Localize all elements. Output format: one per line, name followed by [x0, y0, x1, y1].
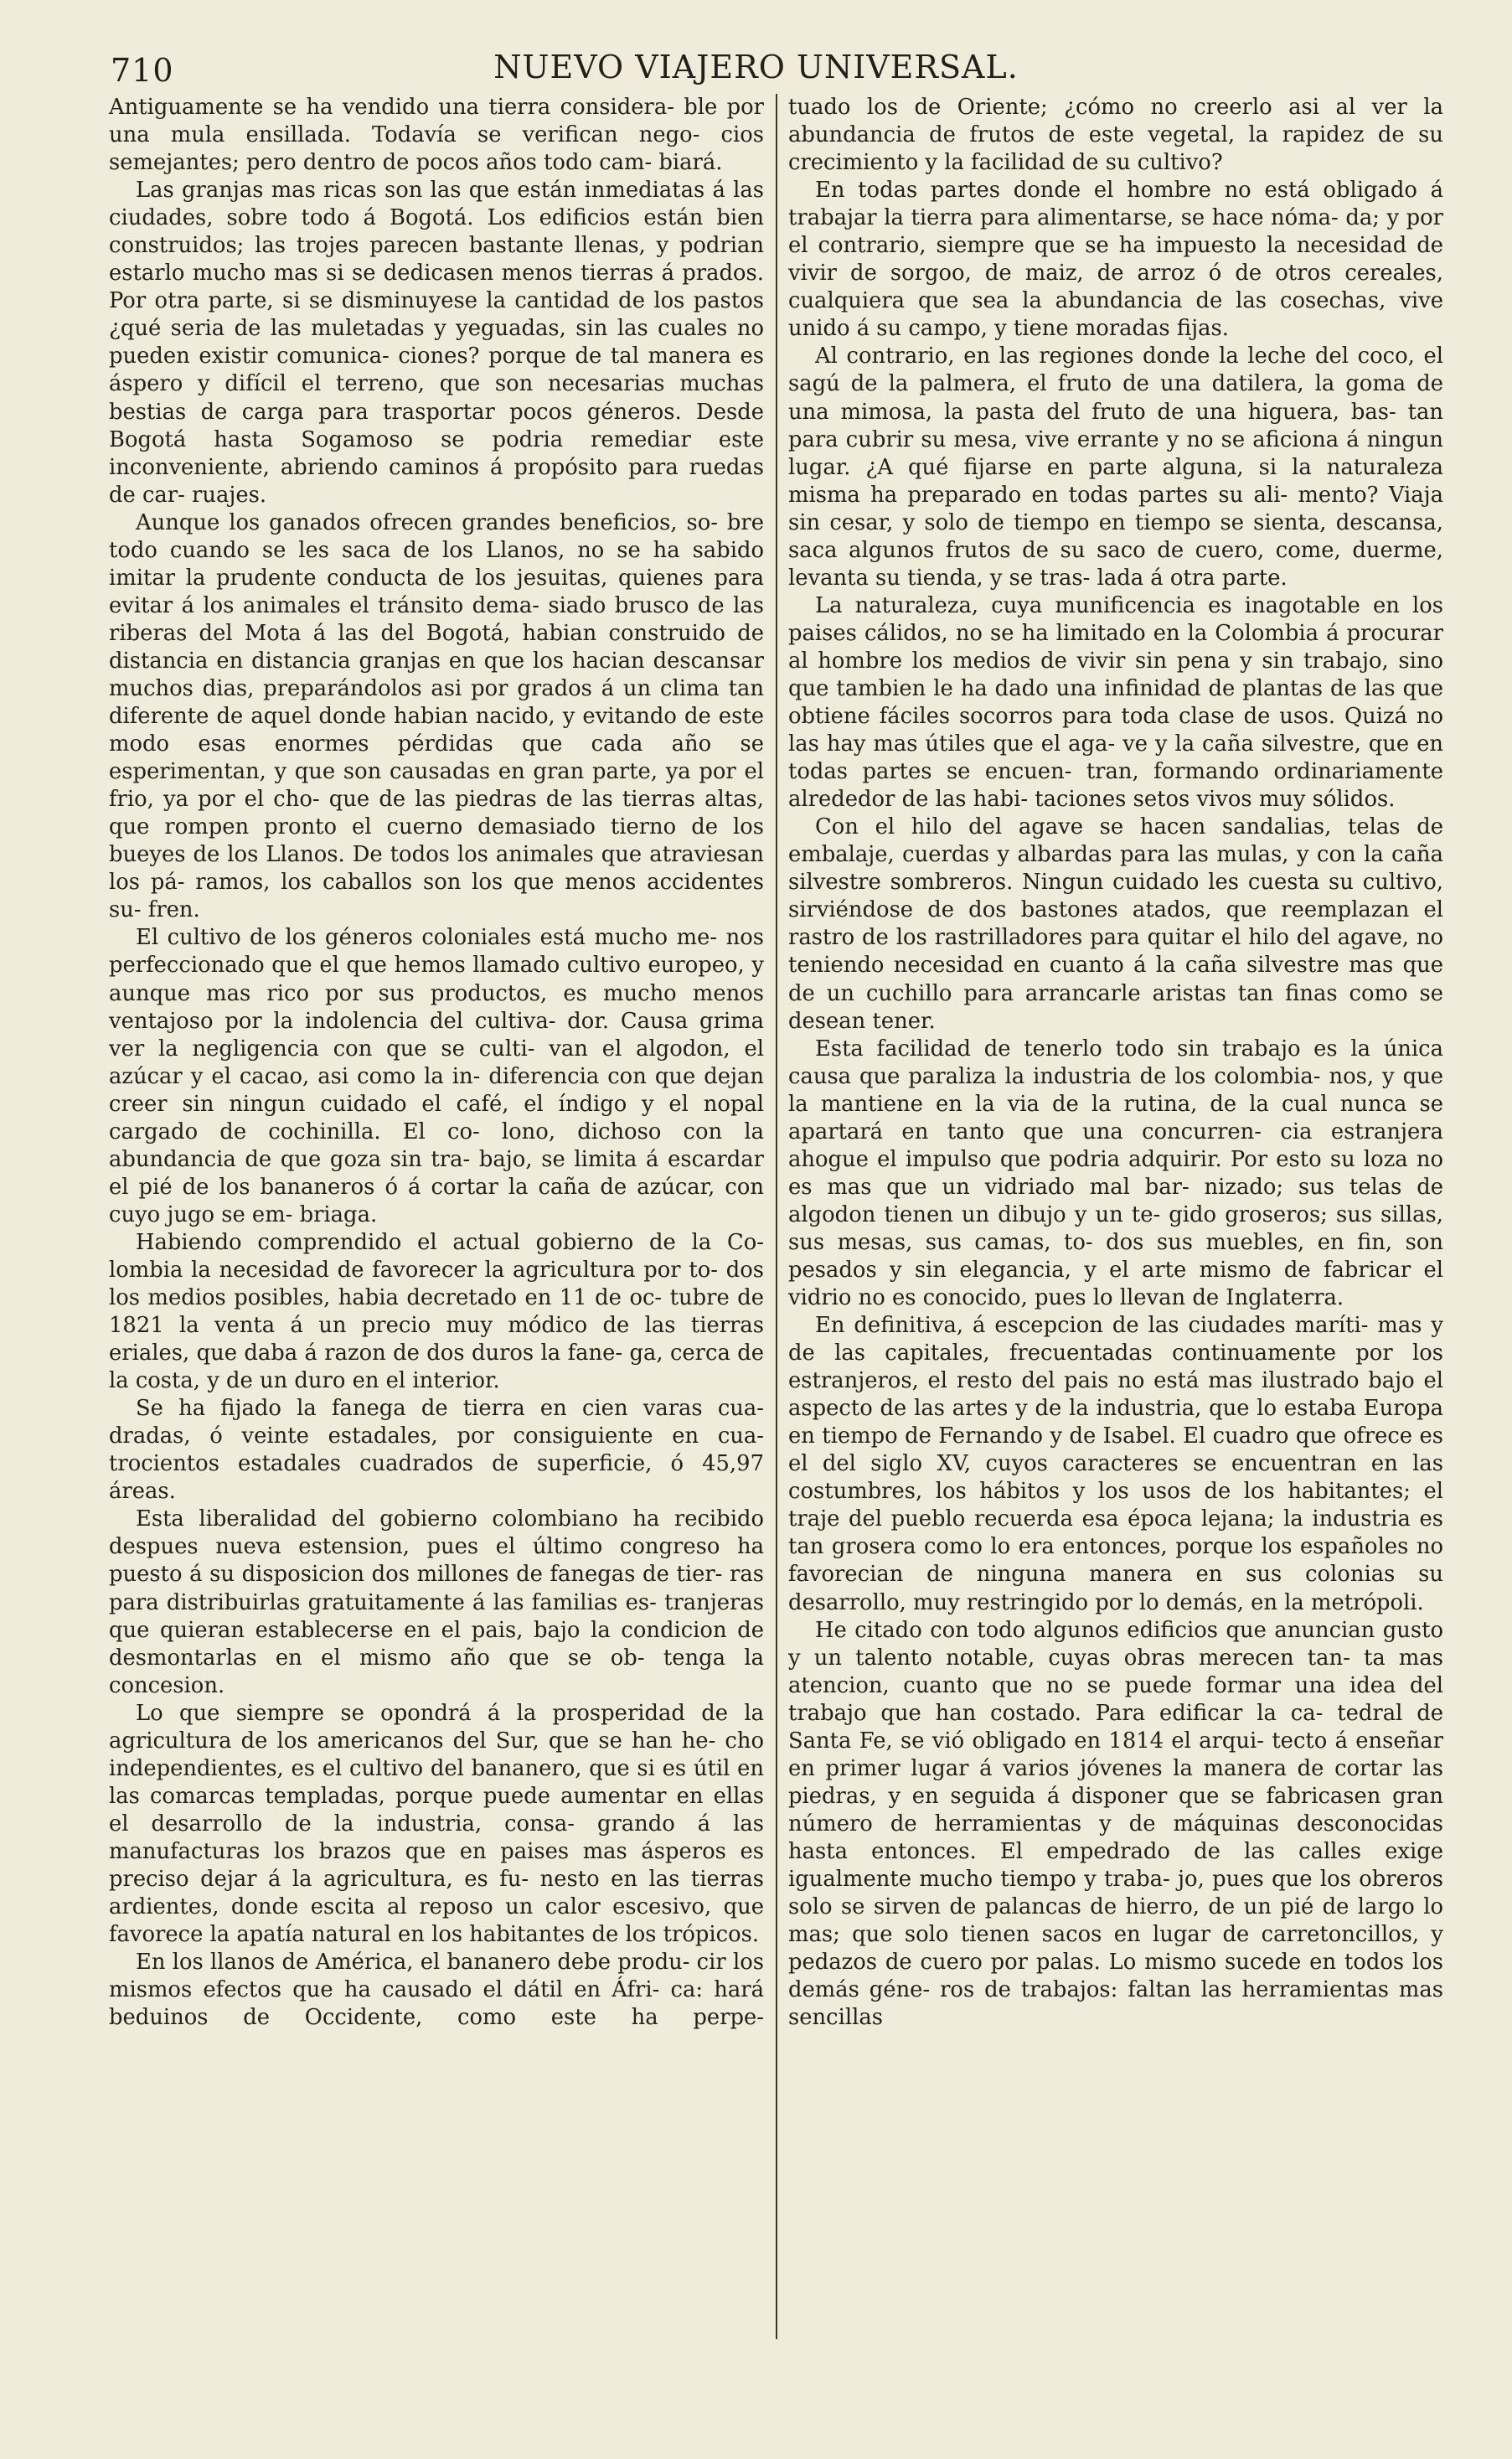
column-divider	[776, 94, 777, 2339]
paragraph: Lo que siempre se opondrá á la prosperidad de la agricultura de los americanos del Sur, que se han he- cho independientes, es el cultivo del bananero, que si es útil en las comarcas templadas, porque puede aumentar en ellas el desarrollo de la industria, consa- grando á las manufacturas los brazos que en paises mas ásperos es preciso dejar á la agricultura, es fu- nesto en las tierras ardientes, donde escita al reposo un calor escesivo, que favorece la apatía natural en los habitantes de los trópicos.	[109, 1700, 764, 1948]
paragraph: Las granjas mas ricas son las que están inmediatas á las ciudades, sobre todo á Bogotá. Los edificios están bien construidos; las trojes parecen bastante llenas, y podrian estarlo mucho mas si se dedicasen menos tierras á prados. Por otra parte, si se disminuyese la cantidad de los pastos ¿qué seria de las muletadas y yeguadas, sin las cuales no pueden existir comunica- ciones? porque de tal manera es áspero y difícil el terreno, que son necesarias muchas bestias de carga para trasportar pocos géneros. Desde Bogotá hasta Sogamoso se podria remediar este inconveniente, abriendo caminos á propósito para ruedas de car- ruajes.	[109, 178, 764, 508]
paragraph: Con el hilo del agave se hacen sandalias, telas de embalaje, cuerdas y albardas para las mulas, y con la caña silvestre sombreros. Ningun cuidado les cuesta su cultivo, sirviéndose de dos bastones atados, que reemplazan el rastro de los rastrilladores para quitar el hilo del agave, no teniendo necesidad en cuanto á la caña silvestre mas que de un cuchillo para arrancarle aristas tan finas como se desean tener.	[788, 814, 1443, 1034]
paragraph: Antiguamente se ha vendido una tierra considera- ble por una mula ensillada. Todavía se verifican nego- cios semejantes; pero dentro de pocos años todo cam- biará.	[109, 95, 764, 176]
paragraph: Aunque los ganados ofrecen grandes beneficios, so- bre todo cuando se les saca de los Llanos, no se ha sabido imitar la prudente conducta de los jesuitas, quienes para evitar á los animales el tránsito dema- siado brusco de las riberas del Mota á las del Bogotá, habian construido de distancia en distancia granjas en que los hacian descansar muchos dias, preparándolos asi por grados á un clima tan diferente de aquel donde habian nacido, y evitando de este modo esas enormes pérdidas que cada año se esperimentan, y que son causadas en gran parte, ya por el frio, ya por el cho- que de las piedras de las tierras altas, que rompen pronto el cuerno demasiado tierno de los bueyes de los Llanos. De todos los animales que atraviesan los pá- ramos, los caballos son los que menos accidentes su- fren.	[109, 509, 764, 923]
paragraph: Esta facilidad de tenerlo todo sin trabajo es la única causa que paraliza la industria de los colombia- nos, y que la mantiene en la via de la rutina, de la cual nunca se apartará en tanto que una concurren- cia estranjera ahogue el impulso que podria adquirir. Por esto su loza no es mas que un vidriado mal bar- nizado; sus telas de algodon tienen un dibujo y un te- gido groseros; sus sillas, sus mesas, sus camas, to- dos sus muebles, en fin, son pesados y sin elegancia, y el arte mismo de fabricar el vidrio no es conocido, pues lo llevan de Inglaterra.	[788, 1036, 1443, 1311]
paragraph: En los llanos de América, el bananero debe produ- cir los mismos efectos que ha causado el dátil en Áfri- ca: hará beduinos de Occidente, como este ha perpe-	[109, 1950, 764, 2031]
paragraph: tuado los de Oriente; ¿cómo no creerlo asi al ver la abundancia de frutos de este vegetal, la rapidez de su crecimiento y la facilidad de su cultivo?	[788, 95, 1443, 176]
left-column	[109, 94, 764, 2032]
paragraph: He citado con todo algunos edificios que anuncian gusto y un talento notable, cuyas obras merecen tan- ta mas atencion, cuanto que no se puede formar una idea del trabajo que han costado. Para edificar la ca- tedral de Santa Fe, se vió obligado en 1814 el arqui- tecto á enseñar en primer lugar á varios jóvenes la manera de cortar las piedras, y en seguida á disponer que se fabricasen gran número de herramientas y de máquinas desconocidas hasta entonces. El empedrado de las calles exige igualmente mucho tiempo y traba- jo, pues que los obreros solo se sirven de palancas de hierro, de un pié de largo lo mas; que solo tienen sacos en lugar de carretoncillos, y pedazos de cuero por palas. Lo mismo sucede en todos los demás géne- ros de trabajos: faltan las herramientas mas sencillas	[788, 1617, 1443, 2031]
paragraph: En todas partes donde el hombre no está obligado á trabajar la tierra para alimentarse, se hace nóma- da; y por el contrario, siempre que se ha impuesto la necesidad de vivir de sorgoo, de maiz, de arroz ó de otros cereales, cualquiera que sea la abundancia de las cosechas, vive unido á su campo, y tiene moradas fijas.	[788, 178, 1443, 342]
paragraph: El cultivo de los géneros coloniales está mucho me- nos perfeccionado que el que hemos llamado cultivo europeo, y aunque mas rico por sus productos, es mucho menos ventajoso por la indolencia del cultiva- dor. Causa grima ver la negligencia con que se culti- van el algodon, el azúcar y el cacao, asi como la in- diferencia con que dejan creer sin ningun cuidado el café, el índigo y el nopal cargado de cochinilla. El co- lono, dichoso con la abundancia de que goza sin tra- bajo, se limita á escardar el pié de los bananeros ó á cortar la caña de azúcar, con cuyo jugo se em- briaga.	[109, 925, 764, 1227]
page-number: 710	[111, 52, 174, 89]
paragraph: Esta liberalidad del gobierno colombiano ha recibido despues nueva estension, pues el último congreso ha puesto á su disposicion dos millones de fanegas de tier- ras para distribuirlas gratuitamente á las familias es- tranjeras que quieran establecerse en el pais, bajo la condicion de desmontarlas en el mismo año que se ob- tenga la concesion.	[109, 1506, 764, 1698]
paragraph: Se ha fijado la fanega de tierra en cien varas cua- dradas, ó veinte estadales, por consiguiente en cua- trocientos estadales cuadrados de superficie, ó 45,97 áreas.	[109, 1396, 764, 1505]
paragraph: La naturaleza, cuya munificencia es inagotable en los paises cálidos, no se ha limitado en la Colombia á procurar al hombre los medios de vivir sin pena y sin trabajo, sino que tambien le ha dado una infinidad de plantas de las que obtiene fáciles socorros para toda clase de usos. Quizá no las hay mas útiles que el aga- ve y la caña silvestre, que en todas partes se encuen- tran, formando ordinariamente alrededor de las habi- taciones setos vivos muy sólidos.	[788, 592, 1443, 813]
right-column	[788, 94, 1443, 2032]
paragraph: Al contrario, en las regiones donde la leche del coco, el sagú de la palmera, el fruto de una datilera, la goma de una mimosa, la pasta del fruto de una higuera, bas- tan para cubrir su mesa, vive errante y no se aficiona á ningun lugar. ¿A qué fijarse en parte alguna, si la naturaleza misma ha preparado en todas partes su ali- mento? Viaja sin cesar, y solo de tiempo en tiempo se sienta, descansa, saca algunos frutos de su saco de cuero, come, duerme, levanta su tienda, y se tras- lada á otra parte.	[788, 344, 1443, 591]
running-title: NUEVO VIAJERO UNIVERSAL.	[493, 49, 1019, 85]
paragraph: Habiendo comprendido el actual gobierno de la Co- lombia la necesidad de favorecer la agricultura por to- dos los medios posibles, habia decretado en 11 de oc- tubre de 1821 la venta á un precio muy módico de las tierras eriales, que daba á razon de dos duros la fane- ga, cerca de la costa, y de un duro en el interior.	[109, 1229, 764, 1394]
paragraph: En definitiva, á escepcion de las ciudades maríti- mas y de las capitales, frecuentadas continuamente por los estranjeros, el resto del pais no está mas ilustrado bajo el aspecto de las artes y de la industria, que lo estaba Europa en tiempo de Fernando y de Isabel. El cuadro que ofrece es el del siglo XV, cuyos caracteres se encuentran en las costumbres, los hábitos y los usos de los habitantes; el traje del pueblo recuerda esa época lejana; la industria es tan grosera como lo era entonces, porque los españoles no favorecian de ninguna manera en sus colonias su desarrollo, muy restringido por lo demás, en la metrópoli.	[788, 1313, 1443, 1615]
